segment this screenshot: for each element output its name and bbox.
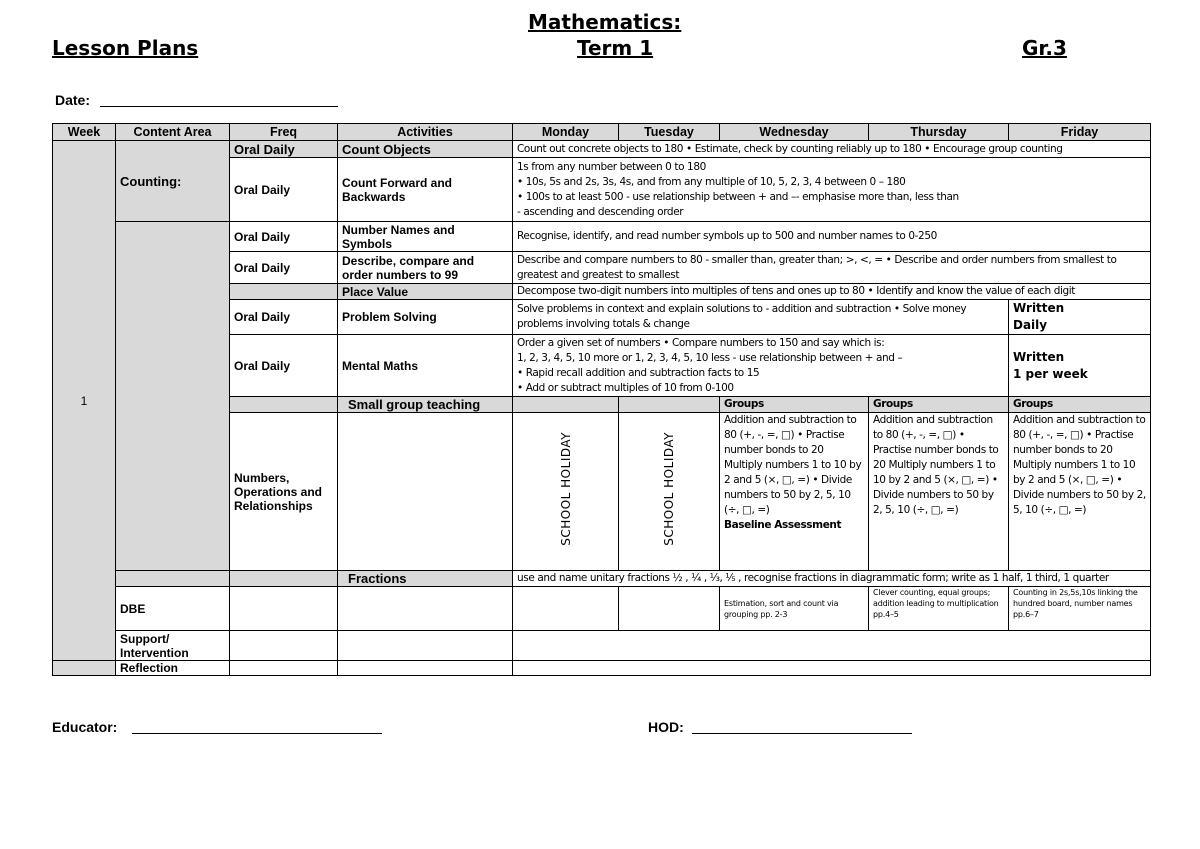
subject-heading: Mathematics: [528, 10, 682, 34]
friday-cell: Counting in 2s,5s,10s linking the hundred board, number names pp.6–7 [1009, 587, 1151, 631]
thursday-cell: Addition and subtraction to 80 (+, -, =, □) • Practise number bonds to 20 Multiply numbers 1 to 10 by 2 and 5 (×, □, =) • Divide numbers to 50 by 2, 5, 10 (÷, □, =) [869, 413, 1009, 571]
friday-cell [1009, 335, 1151, 397]
activity-cell [338, 587, 513, 631]
activity-cell [338, 413, 513, 571]
wednesday-cell: Estimation, sort and count via grouping pp. 2-3 [720, 587, 869, 631]
col-activities: Activities [338, 124, 513, 141]
grade-heading: Gr.3 [1022, 36, 1067, 60]
friday-line: Written [1013, 349, 1065, 364]
table-row [53, 587, 1151, 631]
freq-cell [230, 284, 338, 300]
date-label: Date: [55, 92, 91, 108]
col-content-area: Content Area [116, 124, 230, 141]
thursday-cell: Clever counting, equal groups; addition leading to multiplication pp.4–5 [869, 587, 1009, 631]
wednesday-cell: Groups [720, 397, 869, 413]
table-row [53, 571, 1151, 587]
support-notes-cell[interactable] [513, 631, 1151, 661]
friday-cell [1009, 300, 1151, 335]
freq-cell [230, 631, 338, 661]
col-monday: Monday [513, 124, 619, 141]
tuesday-cell [619, 587, 720, 631]
table-row [53, 141, 1151, 158]
friday-cell: Addition and subtraction to 80 (+, -, =, □) • Practise number bonds to 20 Multiply numbers 1 to 10 by 2 and 5 (×, □, =) • Divide numbers to 50 by 2, 5, 10 (÷, □, =) [1009, 413, 1151, 571]
col-week: Week [53, 124, 116, 141]
description-cell: Describe and compare numbers to 80 - smaller than, greater than; >, <, = • Describe and order numbers from smallest to greatest and greatest to smallest [513, 252, 1151, 284]
description-line: 1, 2, 3, 4, 5, 10 more or 1, 2, 3, 4, 5, 10 less - use relationship between + and – [517, 351, 903, 364]
freq-cell: Oral Daily [230, 158, 338, 222]
friday-line: 1 per week [1013, 366, 1088, 381]
group-activity-text: Addition and subtraction to 80 (+, -, =, □) • Practise number bonds to 20 Multiply numbers 1 to 10 by 2 and 5 (×, □, =) • Divide numbers to 50 by 2, 5, 10 (÷, □, =) [724, 414, 862, 516]
freq-cell: Oral Daily [230, 335, 338, 397]
col-freq: Freq [230, 124, 338, 141]
content-numbers: Numbers, Operations and Relationships [230, 413, 338, 571]
tuesday-cell [619, 413, 720, 571]
reflection-notes-cell[interactable] [513, 661, 1151, 676]
activity-cell: Count Forward and Backwards [338, 158, 513, 222]
description-line: • Rapid recall addition and subtraction facts to 15 [517, 366, 760, 379]
term-heading: Term 1 [577, 36, 654, 60]
tuesday-cell [619, 397, 720, 413]
thursday-cell: Groups [869, 397, 1009, 413]
friday-line: Written [1013, 301, 1065, 315]
description-cell: Count out concrete objects to 180 • Estimate, check by counting reliably up to 180 • Encourage group counting [513, 141, 1151, 158]
freq-cell: Oral Daily [230, 252, 338, 284]
activity-cell [338, 631, 513, 661]
description-cell [513, 158, 1151, 222]
activity-cell: Mental Maths [338, 335, 513, 397]
header-row [53, 124, 1151, 141]
freq-cell: Oral Daily [230, 222, 338, 252]
educator-label: Educator: [52, 719, 118, 735]
description-line: - ascending and descending order [517, 205, 684, 218]
hod-signature-line[interactable] [692, 733, 912, 734]
description-line: • 10s, 5s and 2s, 3s, 4s, and from any multiple of 10, 5, 2, 3, 4 between 0 – 180 [517, 175, 906, 188]
school-holiday-text: SCHOOL HOLIDAY [558, 432, 573, 546]
freq-cell [230, 587, 338, 631]
lesson-plan-table [52, 123, 1151, 676]
col-tuesday: Tuesday [619, 124, 720, 141]
description-line: 1s from any number between 0 to 180 [517, 160, 706, 173]
activity-cell: Small group teaching [338, 397, 513, 413]
col-wednesday: Wednesday [720, 124, 869, 141]
content-counting: Counting: [116, 141, 230, 222]
activity-cell: Number Names and Symbols [338, 222, 513, 252]
freq-cell: Oral Daily [230, 300, 338, 335]
content-reflection: Reflection [116, 661, 230, 676]
friday-line: Daily [1013, 318, 1048, 332]
baseline-assessment-text: Baseline Assessment [724, 519, 842, 531]
content-support: Support/ Intervention [116, 631, 230, 661]
col-thursday: Thursday [869, 124, 1009, 141]
friday-cell: Groups [1009, 397, 1151, 413]
freq-cell [230, 397, 338, 413]
table-row [53, 222, 1151, 252]
activity-cell: Place Value [338, 284, 513, 300]
lesson-plans-heading: Lesson Plans [52, 36, 199, 60]
content-blank [116, 222, 230, 571]
activity-cell: Describe, compare and order numbers to 99 [338, 252, 513, 284]
activity-cell: Problem Solving [338, 300, 513, 335]
activity-cell: Fractions [338, 571, 513, 587]
monday-cell [513, 413, 619, 571]
table-row [53, 631, 1151, 661]
monday-cell [513, 397, 619, 413]
school-holiday-text: SCHOOL HOLIDAY [662, 432, 676, 546]
monday-cell [513, 587, 619, 631]
description-cell [513, 335, 1009, 397]
week-cell-bottom [53, 661, 116, 676]
content-blank [116, 571, 230, 587]
activity-cell [338, 661, 513, 676]
content-dbe: DBE [116, 587, 230, 631]
description-cell: use and name unitary fractions ½ , ¼ , ⅓, ⅕ , recognise fractions in diagrammatic form; write as 1 half, 1 third, 1 quarter [513, 571, 1151, 587]
freq-cell [230, 571, 338, 587]
activity-cell: Count Objects [338, 141, 513, 158]
table-row [53, 661, 1151, 676]
description-line: Order a given set of numbers • Compare numbers to 150 and say which is: [517, 336, 885, 349]
wednesday-cell [720, 413, 869, 571]
col-friday: Friday [1009, 124, 1151, 141]
description-cell: Recognise, identify, and read number symbols up to 500 and number names to 0-250 [513, 222, 1151, 252]
description-line: • 100s to at least 500 - use relationship between + and –- emphasise more than, less than [517, 190, 959, 203]
freq-cell: Oral Daily [230, 141, 338, 158]
date-field-line[interactable] [100, 106, 338, 107]
freq-cell [230, 661, 338, 676]
educator-signature-line[interactable] [132, 733, 382, 734]
description-cell: Solve problems in context and explain solutions to - addition and subtraction • Solve money problems involving totals & change [513, 300, 1009, 335]
description-line: • Add or subtract multiples of 10 from 0-100 [517, 381, 734, 394]
hod-label: HOD: [648, 719, 684, 735]
description-cell: Decompose two-digit numbers into multiples of tens and ones up to 80 • Identify and know the value of each digit [513, 284, 1151, 300]
week-cell: 1 [53, 141, 116, 661]
